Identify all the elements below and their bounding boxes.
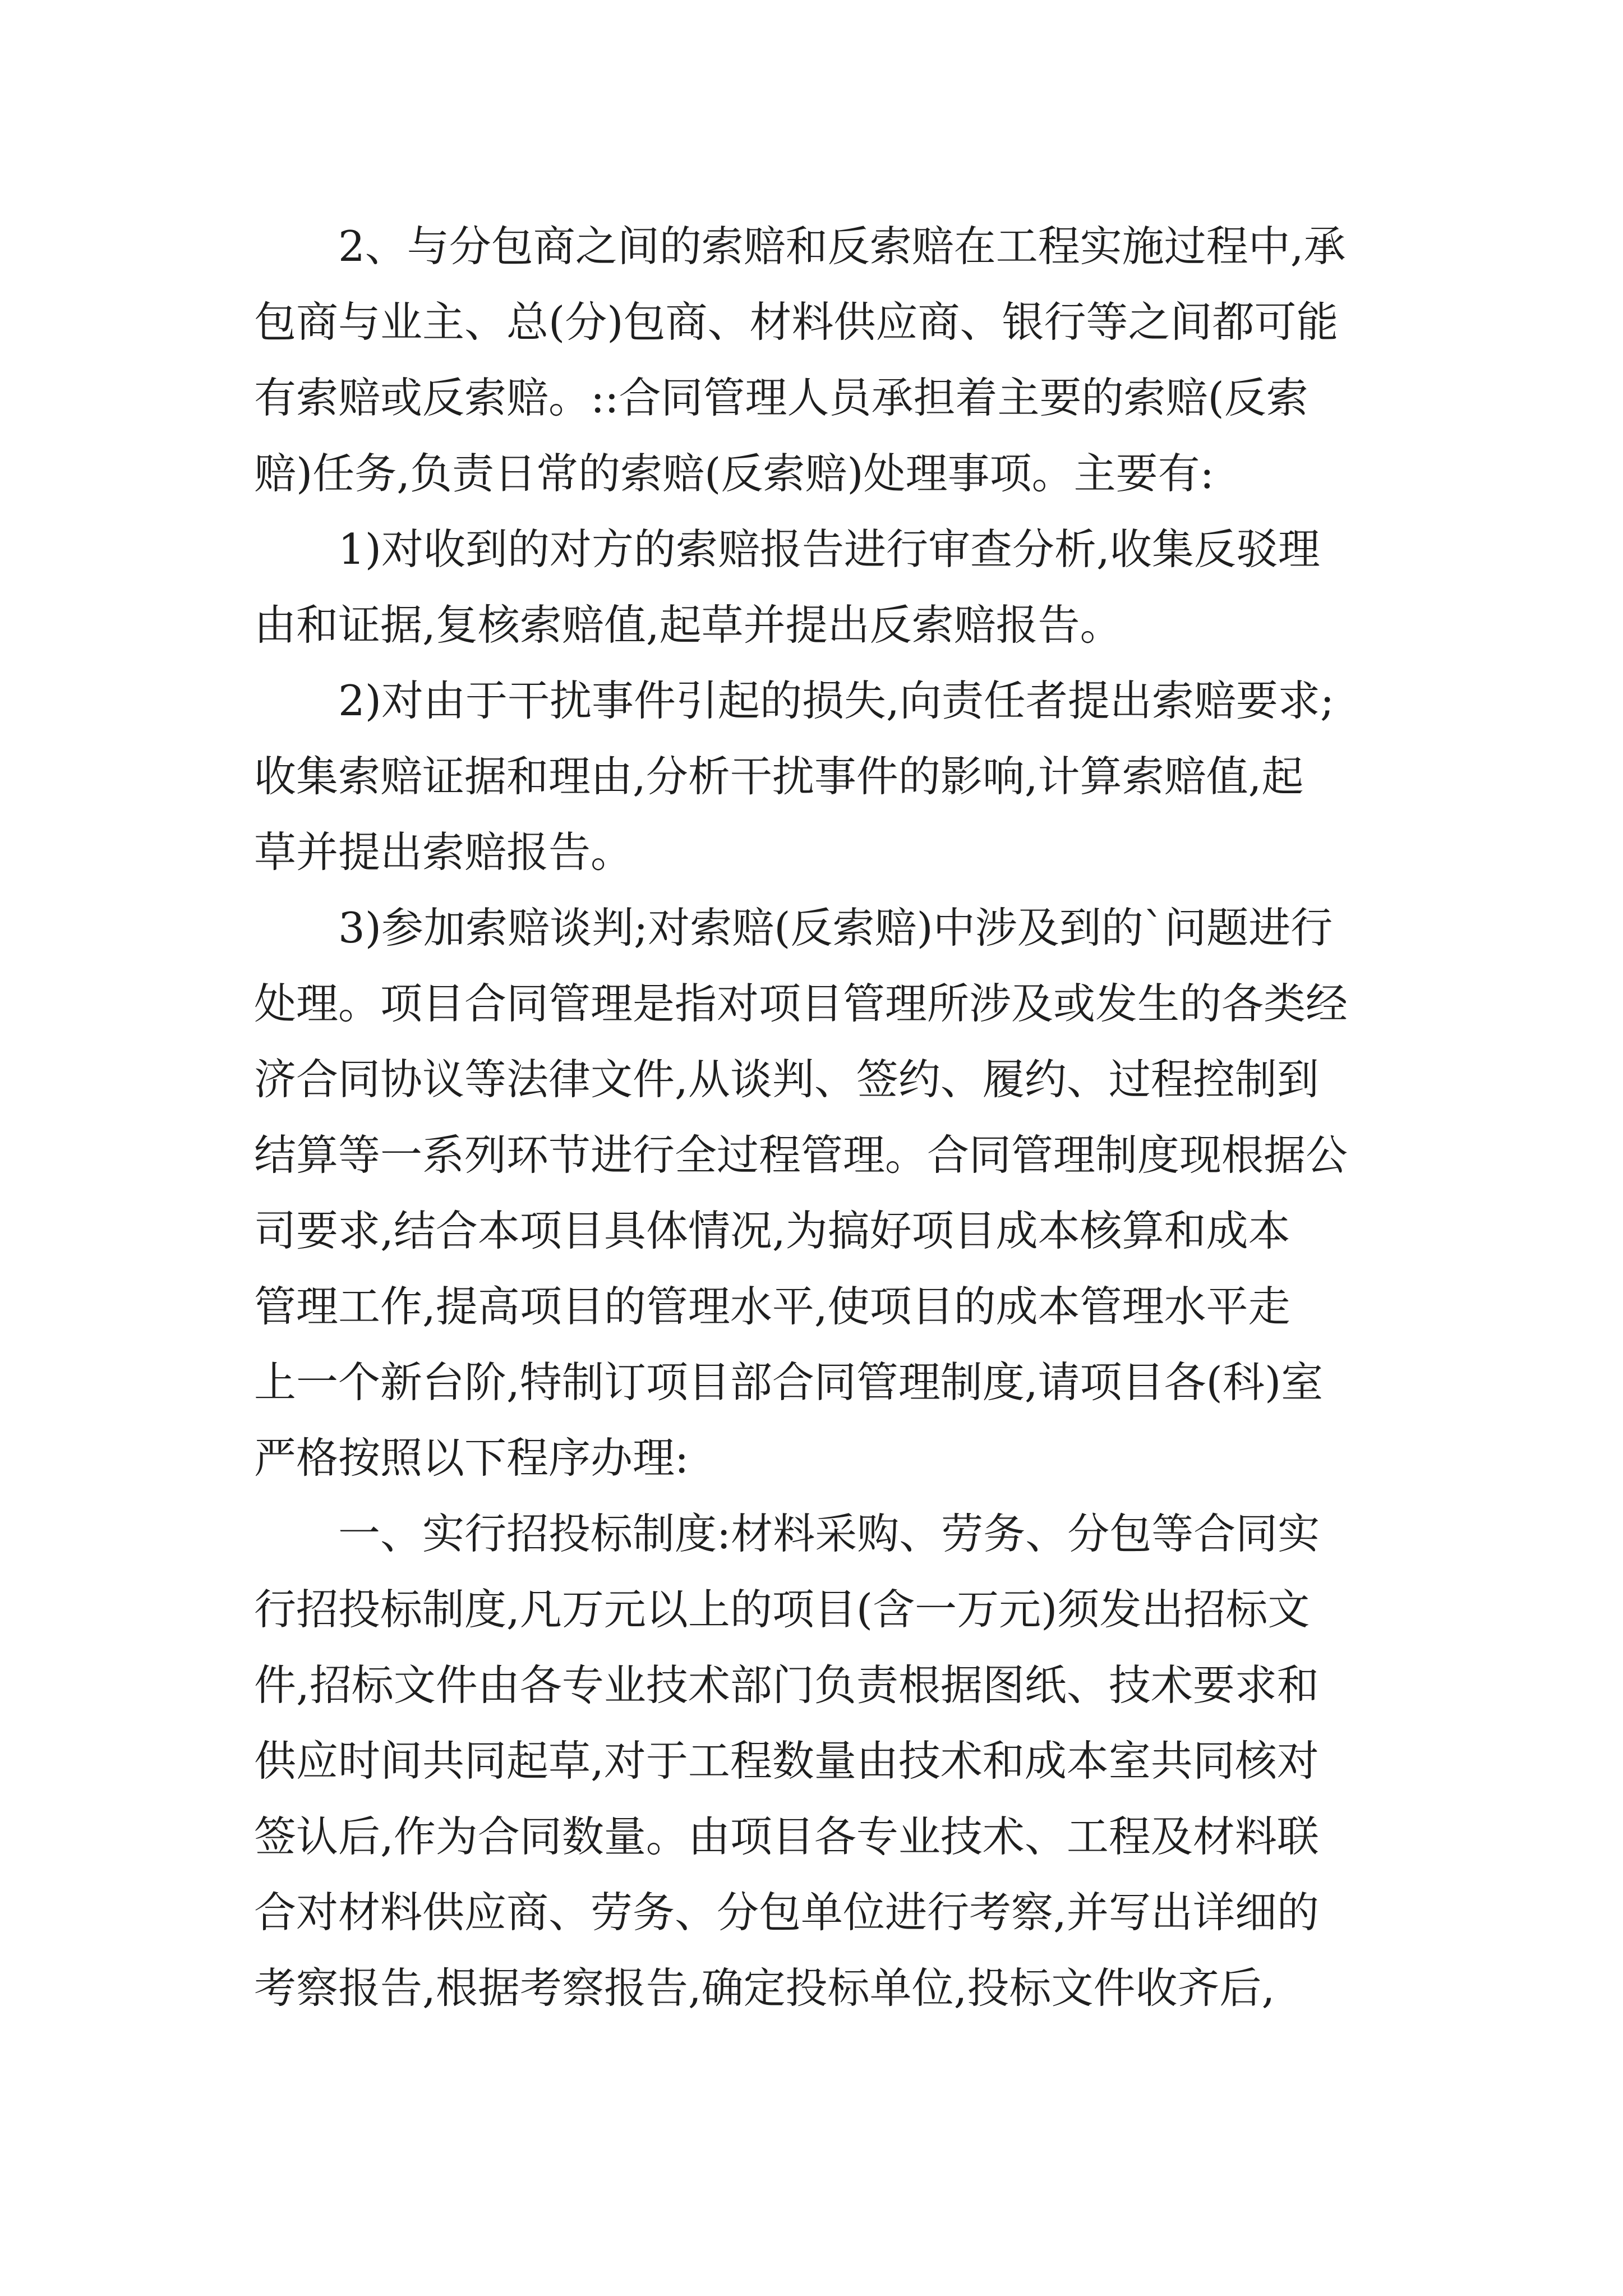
text-line: 结算等一系列环节进行全过程管理。合同管理制度现根据公	[254, 1130, 1348, 1180]
text-line: 件,招标文件由各专业技术部门负责根据图纸、技术要求和	[254, 1660, 1319, 1710]
text-line: 供应时间共同起草,对于工程数量由技术和成本室共同核对	[254, 1736, 1319, 1786]
text-line: 司要求,结合本项目具体情况,为搞好项目成本核算和成本	[254, 1206, 1290, 1255]
text-line: 管理工作,提高项目的管理水平,使项目的成本管理水平走	[254, 1282, 1290, 1331]
text-line: 2、与分包商之间的索赔和反索赔在工程实施过程中,承	[254, 222, 1346, 271]
text-line: 处理。项目合同管理是指对项目管理所涉及或发生的各类经	[254, 979, 1348, 1028]
text-line: 1)对收到的对方的索赔报告进行审查分析,收集反驳理	[254, 524, 1320, 574]
body-text	[254, 209, 1398, 2026]
text-line: 由和证据,复核索赔值,起草并提出反索赔报告。	[254, 600, 1122, 650]
text-line: 签认后,作为合同数量。由项目各专业技术、工程及材料联	[254, 1812, 1319, 1861]
text-line: 严格按照以下程序办理:	[254, 1433, 689, 1483]
text-line: 收集索赔证据和理由,分析干扰事件的影响,计算索赔值,起	[254, 752, 1304, 801]
text-line: 济合同协议等法律文件,从谈判、签约、履约、过程控制到	[254, 1055, 1319, 1104]
text-line: 合对材料供应商、劳务、分包单位进行考察,并写出详细的	[254, 1888, 1319, 1937]
text-line: 包商与业主、总(分)包商、材料供应商、银行等之间都可能	[254, 297, 1339, 347]
text-line: 3)参加索赔谈判;对索赔(反索赔)中涉及到的`问题进行	[254, 903, 1333, 953]
text-line: 有索赔或反索赔。::合同管理人员承担着主要的索赔(反索	[254, 373, 1308, 422]
text-line: 上一个新台阶,特制订项目部合同管理制度,请项目各(科)室	[254, 1358, 1324, 1407]
text-line: 考察报告,根据考察报告,确定投标单位,投标文件收齐后,	[254, 1963, 1275, 2013]
text-line: 2)对由于干扰事件引起的损失,向责任者提出索赔要求;	[254, 676, 1335, 725]
text-line: 赔)任务,负责日常的索赔(反索赔)处理事项。主要有:	[254, 449, 1214, 498]
text-line: 草并提出索赔报告。	[254, 827, 633, 877]
text-line: 行招投标制度,凡万元以上的项目(含一万元)须发出招标文	[254, 1585, 1310, 1634]
text-line: 一、实行招投标制度:材料采购、劳务、分包等合同实	[254, 1509, 1320, 1558]
